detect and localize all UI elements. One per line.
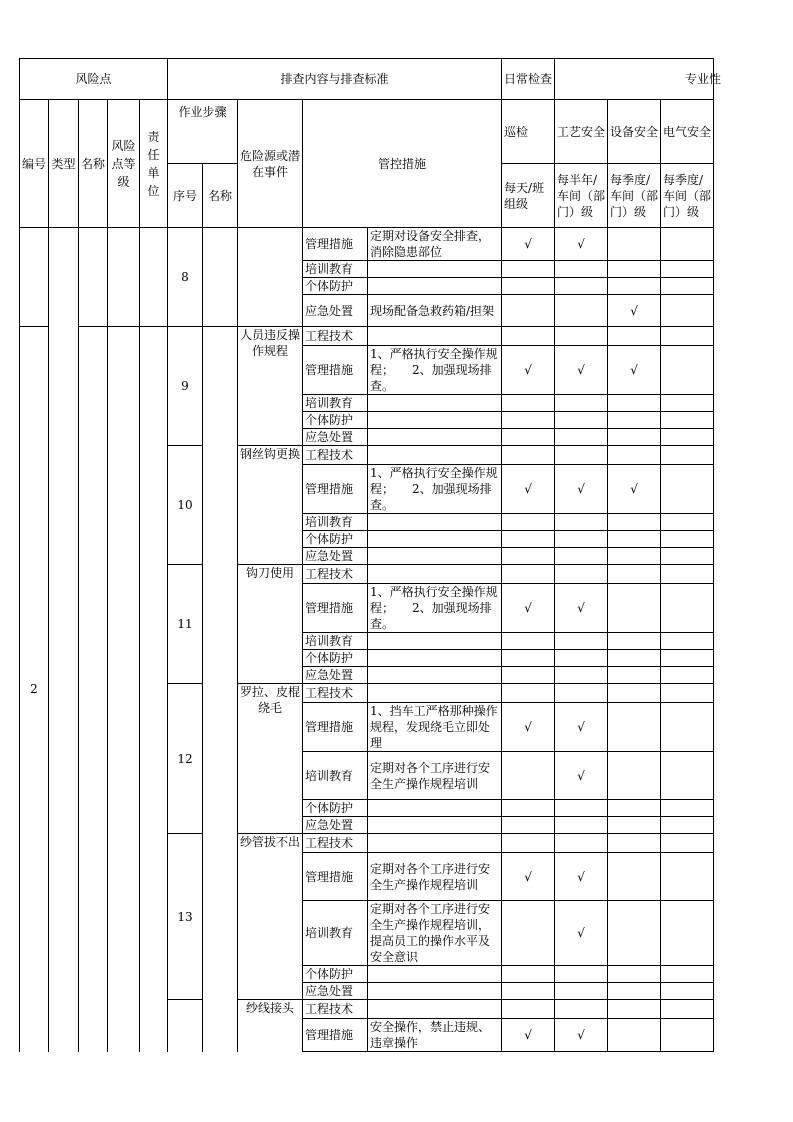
measure-type: 应急处置 [303, 983, 368, 1000]
check-electrical [661, 901, 714, 966]
measure-type: 管理措施 [303, 346, 368, 395]
check-process [555, 834, 608, 853]
check-patrol [502, 531, 555, 548]
measure-content: 定期对各个工序进行安全生产操作规程培训 [368, 853, 502, 901]
check-patrol [502, 429, 555, 446]
check-electrical [661, 346, 714, 395]
check-patrol [502, 901, 555, 966]
check-equipment [608, 514, 661, 531]
check-process: √ [555, 703, 608, 752]
measure-content [368, 261, 502, 278]
measure-type: 培训教育 [303, 514, 368, 531]
hazard-cell: 钢丝钩更换 [238, 446, 303, 565]
check-equipment [608, 1019, 661, 1052]
measure-content [368, 531, 502, 548]
check-process: √ [555, 752, 608, 800]
table-row [20, 228, 714, 261]
check-electrical [661, 800, 714, 817]
measure-content: 1、严格执行安全操作规程； 2、加强现场排查。 [368, 346, 502, 395]
check-patrol [502, 327, 555, 346]
header-control: 管控措施 [303, 100, 502, 228]
measure-type: 工程技术 [303, 565, 368, 584]
check-electrical [661, 853, 714, 901]
measure-type: 培训教育 [303, 395, 368, 412]
check-equipment: √ [608, 295, 661, 327]
measure-type: 工程技术 [303, 684, 368, 703]
hazard-cell: 罗拉、皮棍绕毛 [238, 684, 303, 834]
step-seq-cell: 9 [168, 327, 203, 446]
check-patrol [502, 395, 555, 412]
check-equipment [608, 800, 661, 817]
check-process [555, 514, 608, 531]
check-equipment [608, 327, 661, 346]
check-process: √ [555, 465, 608, 514]
risk-level-cell [108, 327, 140, 1052]
measure-content: 定期对设备安全排查，消除隐患部位 [368, 228, 502, 261]
header-work-steps: 作业步骤 [168, 100, 238, 164]
check-equipment: √ [608, 346, 661, 395]
header-step-name: 名称 [203, 164, 238, 228]
check-equipment [608, 395, 661, 412]
measure-content: 定期对各个工序进行安全生产操作规程培训 [368, 752, 502, 800]
measure-content [368, 684, 502, 703]
check-electrical [661, 565, 714, 584]
risk-level-cell [108, 228, 140, 327]
header-freq-patrol: 每天/班组级 [502, 164, 555, 228]
check-process [555, 446, 608, 465]
check-patrol [502, 667, 555, 684]
check-patrol [502, 278, 555, 295]
check-process: √ [555, 853, 608, 901]
check-equipment [608, 752, 661, 800]
check-electrical [661, 465, 714, 514]
check-equipment [608, 565, 661, 584]
check-electrical [661, 327, 714, 346]
header-daily-check: 日常检查 [502, 59, 555, 100]
measure-content: 1、严格执行安全操作规程； 2、加强现场排查。 [368, 584, 502, 633]
check-process [555, 684, 608, 703]
check-equipment [608, 1000, 661, 1019]
measure-type: 个体防护 [303, 650, 368, 667]
hazard-cell [238, 228, 303, 327]
measure-content [368, 395, 502, 412]
measure-type: 个体防护 [303, 800, 368, 817]
check-equipment [608, 703, 661, 752]
check-process [555, 395, 608, 412]
check-electrical [661, 650, 714, 667]
measure-type: 应急处置 [303, 295, 368, 327]
step-seq-cell: 8 [168, 228, 203, 327]
check-equipment [608, 684, 661, 703]
check-electrical [661, 834, 714, 853]
check-electrical [661, 261, 714, 278]
check-electrical [661, 395, 714, 412]
check-equipment [608, 429, 661, 446]
measure-type: 个体防护 [303, 412, 368, 429]
measure-content [368, 446, 502, 465]
check-electrical [661, 684, 714, 703]
check-equipment [608, 278, 661, 295]
measure-type: 管理措施 [303, 703, 368, 752]
check-patrol [502, 446, 555, 465]
measure-type: 培训教育 [303, 261, 368, 278]
check-patrol [502, 412, 555, 429]
check-patrol: √ [502, 1019, 555, 1052]
check-electrical [661, 633, 714, 650]
header-freq-electrical: 每季度/车间（部门）级 [661, 164, 714, 228]
measure-content: 现场配备急救药箱/担架 [368, 295, 502, 327]
check-patrol [502, 966, 555, 983]
check-process: √ [555, 346, 608, 395]
hazard-cell: 纱线接头 [238, 1000, 303, 1052]
risk-name-cell [79, 228, 108, 327]
check-electrical [661, 514, 714, 531]
check-patrol [502, 295, 555, 327]
hazard-cell: 纱管拔不出 [238, 834, 303, 1000]
check-process: √ [555, 901, 608, 966]
check-equipment [608, 983, 661, 1000]
check-equipment [608, 817, 661, 834]
check-patrol [502, 1000, 555, 1019]
check-equipment [608, 633, 661, 650]
check-equipment [608, 531, 661, 548]
check-electrical [661, 667, 714, 684]
check-electrical [661, 983, 714, 1000]
check-electrical [661, 429, 714, 446]
check-process: √ [555, 228, 608, 261]
responsible-cell [140, 228, 168, 327]
measure-content [368, 817, 502, 834]
check-patrol: √ [502, 853, 555, 901]
check-process: √ [555, 584, 608, 633]
measure-content [368, 1000, 502, 1019]
check-equipment [608, 548, 661, 565]
check-equipment [608, 834, 661, 853]
header-professional-check: 专业性 [555, 59, 714, 100]
measure-type: 工程技术 [303, 446, 368, 465]
check-process: √ [555, 1019, 608, 1052]
check-process [555, 565, 608, 584]
risk-check-table [19, 58, 722, 1052]
check-electrical [661, 1000, 714, 1019]
measure-type: 工程技术 [303, 834, 368, 853]
measure-content [368, 412, 502, 429]
header-electrical-safety: 电气安全 [661, 100, 714, 164]
measure-content [368, 429, 502, 446]
header-freq-equipment: 每季度/车间（部门）级 [608, 164, 661, 228]
check-patrol: √ [502, 703, 555, 752]
check-equipment [608, 667, 661, 684]
hazard-cell: 钩刀使用 [238, 565, 303, 684]
check-process [555, 295, 608, 327]
measure-type: 个体防护 [303, 278, 368, 295]
check-patrol [502, 650, 555, 667]
check-process [555, 650, 608, 667]
check-patrol [502, 817, 555, 834]
check-electrical [661, 412, 714, 429]
measure-content [368, 983, 502, 1000]
check-equipment [608, 228, 661, 261]
measure-type: 个体防护 [303, 531, 368, 548]
check-equipment: √ [608, 465, 661, 514]
check-patrol: √ [502, 228, 555, 261]
risk-id-cell [20, 228, 49, 327]
check-electrical [661, 584, 714, 633]
hazard-cell: 人员违反操作规程 [238, 327, 303, 446]
step-seq-cell: 12 [168, 684, 203, 834]
step-name-cell [203, 327, 238, 1052]
check-process [555, 261, 608, 278]
measure-type: 应急处置 [303, 429, 368, 446]
measure-content [368, 633, 502, 650]
table-row [20, 327, 714, 346]
check-patrol [502, 261, 555, 278]
measure-type: 管理措施 [303, 228, 368, 261]
check-electrical [661, 278, 714, 295]
check-electrical [661, 295, 714, 327]
check-process [555, 817, 608, 834]
check-equipment [608, 261, 661, 278]
check-patrol [502, 548, 555, 565]
measure-content: 定期对各个工序进行安全生产操作规程培训，提高员工的操作水平及安全意识 [368, 901, 502, 966]
check-equipment [608, 446, 661, 465]
measure-content [368, 834, 502, 853]
measure-content [368, 327, 502, 346]
check-process [555, 983, 608, 1000]
check-process [555, 633, 608, 650]
step-name-cell [203, 228, 238, 327]
header-check-content: 排查内容与排查标准 [168, 59, 502, 100]
risk-type-cell [49, 228, 79, 1052]
check-process [555, 800, 608, 817]
check-equipment [608, 966, 661, 983]
check-equipment [608, 901, 661, 966]
check-patrol [502, 565, 555, 584]
measure-type: 应急处置 [303, 817, 368, 834]
check-electrical [661, 752, 714, 800]
check-patrol [502, 684, 555, 703]
risk-id-cell: 2 [20, 327, 49, 1052]
measure-type: 个体防护 [303, 966, 368, 983]
check-electrical [661, 446, 714, 465]
check-process [555, 966, 608, 983]
measure-content [368, 650, 502, 667]
check-equipment [608, 650, 661, 667]
measure-type: 工程技术 [303, 1000, 368, 1019]
check-equipment [608, 853, 661, 901]
check-patrol: √ [502, 465, 555, 514]
check-patrol [502, 983, 555, 1000]
measure-content [368, 565, 502, 584]
measure-type: 管理措施 [303, 1019, 368, 1052]
measure-content [368, 278, 502, 295]
header-risk-point: 风险点 [20, 59, 168, 100]
responsible-cell [140, 327, 168, 1052]
check-process [555, 278, 608, 295]
measure-type: 培训教育 [303, 901, 368, 966]
header-risk-level: 风险点等级 [108, 100, 140, 228]
header-id: 编号 [20, 100, 49, 228]
measure-type: 管理措施 [303, 465, 368, 514]
step-seq-cell: 10 [168, 446, 203, 565]
header-freq-process: 每半年/车间（部门）级 [555, 164, 608, 228]
measure-type: 培训教育 [303, 633, 368, 650]
measure-type: 管理措施 [303, 584, 368, 633]
check-patrol [502, 834, 555, 853]
check-process [555, 531, 608, 548]
check-equipment [608, 412, 661, 429]
check-electrical [661, 228, 714, 261]
header-process-safety: 工艺安全 [555, 100, 608, 164]
check-electrical [661, 817, 714, 834]
check-process [555, 1000, 608, 1019]
measure-content [368, 966, 502, 983]
check-process [555, 429, 608, 446]
check-patrol [502, 633, 555, 650]
risk-name-cell [79, 327, 108, 1052]
check-electrical [661, 531, 714, 548]
header-equipment-safety: 设备安全 [608, 100, 661, 164]
measure-type: 应急处置 [303, 548, 368, 565]
check-equipment [608, 584, 661, 633]
measure-content [368, 667, 502, 684]
check-patrol: √ [502, 584, 555, 633]
header-responsible: 责任单位 [140, 100, 168, 228]
check-process [555, 667, 608, 684]
header-patrol: 巡检 [502, 100, 555, 164]
header-hazard: 危险源或潜在事件 [238, 100, 303, 228]
check-process [555, 412, 608, 429]
header-type: 类型 [49, 100, 79, 228]
measure-type: 培训教育 [303, 752, 368, 800]
measure-content: 安全操作，禁止违规、违章操作 [368, 1019, 502, 1052]
check-electrical [661, 703, 714, 752]
step-seq-cell [168, 1000, 203, 1052]
measure-content [368, 548, 502, 565]
check-electrical [661, 548, 714, 565]
measure-content [368, 514, 502, 531]
measure-type: 应急处置 [303, 667, 368, 684]
header-name: 名称 [79, 100, 108, 228]
check-patrol [502, 752, 555, 800]
check-patrol [502, 514, 555, 531]
measure-type: 管理措施 [303, 853, 368, 901]
measure-content: 1、严格执行安全操作规程； 2、加强现场排查。 [368, 465, 502, 514]
header-seq: 序号 [168, 164, 203, 228]
check-electrical [661, 1019, 714, 1052]
check-electrical [661, 966, 714, 983]
measure-content: 1、挡车工严格那种操作规程，发现绕毛立即处理 [368, 703, 502, 752]
measure-type: 工程技术 [303, 327, 368, 346]
check-process [555, 327, 608, 346]
check-process [555, 548, 608, 565]
measure-content [368, 800, 502, 817]
check-patrol [502, 800, 555, 817]
check-patrol: √ [502, 346, 555, 395]
step-seq-cell: 13 [168, 834, 203, 1000]
step-seq-cell: 11 [168, 565, 203, 684]
